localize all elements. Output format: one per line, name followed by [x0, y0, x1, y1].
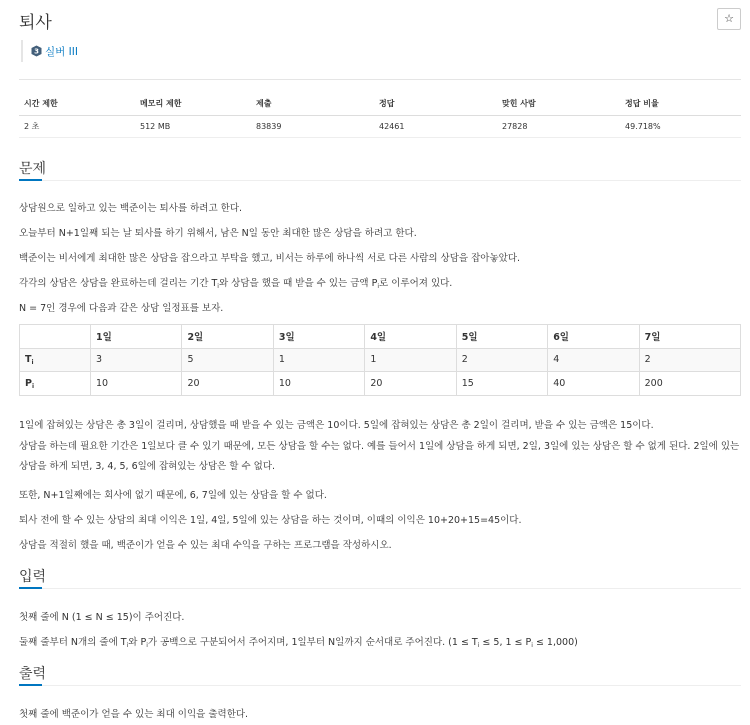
schedule-row-t: [20, 348, 741, 372]
info-header-row: [19, 93, 741, 115]
subscript: i: [477, 642, 480, 649]
subscript: i: [146, 642, 148, 649]
problem-paragraph: 백준이는 비서에게 최대한 많은 상담을 잡으라고 부탁을 했고, 비서는 하루에 하나씩 서로 다른 사람의 상담을 잡아놓았다.: [19, 253, 521, 264]
tier-badge[interactable]: [21, 40, 78, 62]
problem-paragraph: 또한, N+1일째에는 회사에 없기 때문에, 6, 7일에 있는 상담을 할 수 없다.: [19, 490, 327, 501]
subscript: i: [126, 642, 129, 649]
text-run: 가 공백으로 구분되어서 주어지며, 1일부터 N일까지 순서대로 주어진다. (1 ≤ T: [147, 637, 478, 648]
tier-label[interactable]: 실버 III: [45, 45, 78, 58]
text-run: ≤ 1,000): [532, 637, 578, 648]
input-paragraph: 첫째 줄에 N (1 ≤ N ≤ 15)이 주어진다.: [19, 612, 185, 623]
subscript: i: [531, 642, 533, 649]
schedule-header-row: [20, 325, 741, 349]
schedule-cell: 3: [91, 348, 182, 372]
star-button[interactable]: ☆: [717, 8, 741, 30]
schedule-corner-cell: [20, 325, 91, 349]
info-value: 27828: [497, 115, 620, 137]
silver-3-tier-icon: [31, 45, 42, 57]
schedule-day-header: 4일: [365, 325, 456, 349]
info-value: 2 초: [19, 115, 135, 137]
schedule-row-label: [20, 372, 91, 396]
schedule-cell: 5: [182, 348, 273, 372]
schedule-cell: 10: [273, 372, 364, 396]
schedule-cell: 4: [548, 348, 639, 372]
subscript: i: [31, 359, 34, 367]
info-value: 83839: [251, 115, 374, 137]
text-run: 각각의 상담은 상담을 완료하는데 걸리는 기간 T: [19, 278, 218, 289]
section-heading-output: 출력: [19, 666, 47, 682]
section-divider: [19, 180, 741, 181]
problem-paragraph: [19, 275, 452, 289]
schedule-day-header: 2일: [182, 325, 273, 349]
schedule-cell: 1: [273, 348, 364, 372]
row-label-text: T: [25, 354, 32, 366]
section-accent: [19, 684, 42, 686]
text-run: 둘째 줄부터 N개의 줄에 T: [19, 637, 127, 648]
problem-paragraph: 상담원으로 일하고 있는 백준이는 퇴사를 하려고 한다.: [19, 203, 243, 214]
problem-paragraph: N = 7인 경우에 다음과 같은 상담 일정표를 보자.: [19, 303, 224, 314]
info-value-row: [19, 115, 741, 137]
schedule-row-p: [20, 372, 741, 396]
section-divider: [19, 685, 741, 686]
section-accent: [19, 179, 42, 181]
schedule-cell: 20: [365, 372, 456, 396]
schedule-day-header: 3일: [273, 325, 364, 349]
section-heading-input: 입력: [19, 569, 47, 585]
info-header: 메모리 제한: [135, 93, 251, 115]
schedule-day-header: 7일: [639, 325, 740, 349]
section-divider: [19, 588, 741, 589]
problem-paragraph: 1일에 잡혀있는 상담은 총 3일이 걸리며, 상담했을 때 받을 수 있는 금액은 10이다. 5일에 잡혀있는 상담은 총 2일이 걸리며, 받을 수 있는 금액은 15이다.: [19, 420, 654, 431]
schedule-day-header: 1일: [91, 325, 182, 349]
svg-text:3: 3: [34, 47, 39, 56]
schedule-cell: 15: [456, 372, 547, 396]
row-label-text: P: [25, 377, 32, 389]
schedule-cell: 10: [91, 372, 182, 396]
problem-paragraph: 퇴사 전에 할 수 있는 상담의 최대 이익은 1일, 4일, 5일에 있는 상담을 하는 것이며, 이때의 이익은 10+20+15=45이다.: [19, 515, 522, 526]
problem-paragraph: 오늘부터 N+1일째 되는 날 퇴사를 하기 위해서, 남은 N일 동안 최대한 많은 상담을 하려고 한다.: [19, 228, 417, 239]
info-header: 정답: [374, 93, 497, 115]
schedule-cell: 20: [182, 372, 273, 396]
problem-paragraph: 상담을 하는데 필요한 기간은 1일보다 클 수 있기 때문에, 모든 상담을 할 수는 없다. 예를 들어서 1일에 상담을 하게 되면, 2일, 3일에 있는 상담은 할 수 없게 된다. 2일에 있는 상담을 하게 되면, 3, 4, 5, 6일에 잡혀있는 상담은 할 수 없다.: [19, 441, 740, 472]
section-heading-problem: 문제: [19, 161, 47, 177]
schedule-cell: 2: [456, 348, 547, 372]
subscript: i: [377, 283, 380, 290]
problem-info-table: [19, 93, 741, 138]
input-paragraph: [19, 634, 578, 648]
schedule-cell: 40: [548, 372, 639, 396]
text-run: 로 이루어져 있다.: [379, 278, 453, 289]
subscript: i: [31, 382, 35, 390]
info-value: 49.718%: [620, 115, 741, 137]
subscript: i: [217, 283, 219, 290]
section-accent: [19, 587, 42, 589]
schedule-cell: 2: [639, 348, 740, 372]
problem-paragraph: 상담을 적절히 했을 때, 백준이가 얻을 수 있는 최대 수익을 구하는 프로그램을 작성하시오.: [19, 540, 392, 551]
schedule-row-label: [20, 348, 91, 372]
info-value: 42461: [374, 115, 497, 137]
schedule-cell: 1: [365, 348, 456, 372]
info-header: 정답 비율: [620, 93, 741, 115]
info-value: 512 MB: [135, 115, 251, 137]
text-run: 와 상담을 했을 때 받을 수 있는 금액 P: [218, 278, 378, 289]
text-run: 와 P: [128, 637, 147, 648]
info-header: 시간 제한: [19, 93, 135, 115]
page-title: 퇴사: [19, 13, 52, 33]
output-paragraph: 첫째 줄에 백준이가 얻을 수 있는 최대 이익을 출력한다.: [19, 709, 249, 720]
text-run: ≤ 5, 1 ≤ P: [479, 637, 532, 648]
info-header: 맞힌 사람: [497, 93, 620, 115]
schedule-day-header: 5일: [456, 325, 547, 349]
info-header: 제출: [251, 93, 374, 115]
schedule-cell: 200: [639, 372, 740, 396]
schedule-table: [19, 324, 741, 396]
divider: [19, 79, 741, 80]
schedule-day-header: 6일: [548, 325, 639, 349]
